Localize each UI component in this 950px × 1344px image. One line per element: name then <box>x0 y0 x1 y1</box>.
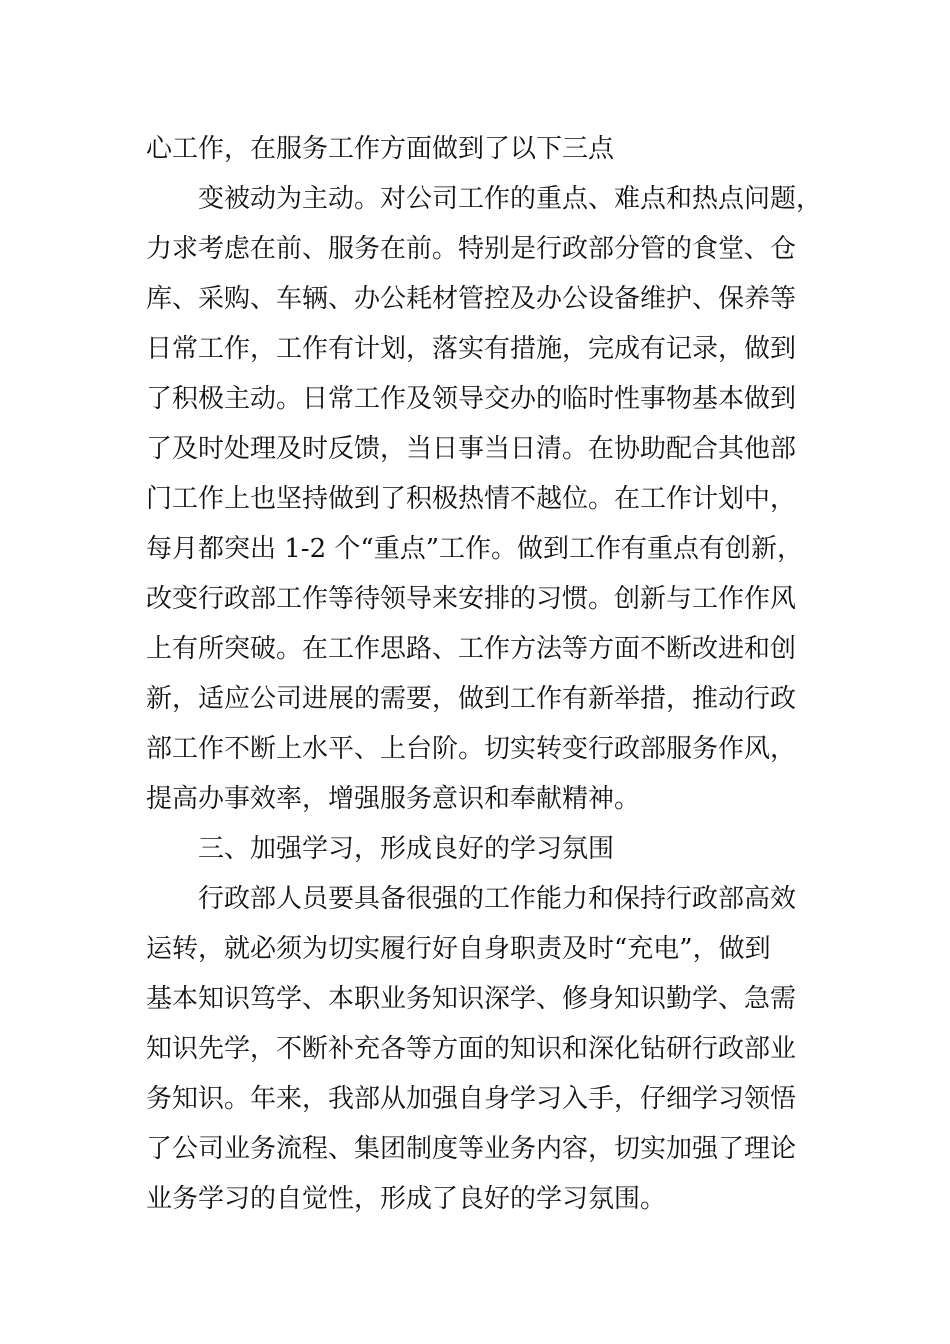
text-line: 新，适应公司进展的需要，做到工作有新举措，推动行政 <box>146 684 797 714</box>
paragraph-first-line: 行政部人员要具备很强的工作能力和保持行政部高效 <box>198 884 797 914</box>
text-line: 上有所突破。在工作思路、工作方法等方面不断改进和创 <box>146 634 797 664</box>
text-line: 了积极主动。日常工作及领导交办的临时性事物基本做到 <box>146 384 797 414</box>
text-line: 提高办事效率，增强服务意识和奉献精神。 <box>146 784 641 814</box>
text-line: 了公司业务流程、集团制度等业务内容，切实加强了理论 <box>146 1134 797 1164</box>
text-line: 心工作，在服务工作方面做到了以下三点 <box>146 134 615 164</box>
text-line: 门工作上也坚持做到了积极热情不越位。在工作计划中， <box>146 484 797 514</box>
text-line: 业务学习的自觉性，形成了良好的学习氛围。 <box>146 1184 667 1214</box>
text-line: 了及时处理及时反馈，当日事当日清。在协助配合其他部 <box>146 434 797 464</box>
text-line: 库、采购、车辆、办公耗材管控及办公设备维护、保养等 <box>146 284 797 314</box>
paragraph-first-line: 变被动为主动。对公司工作的重点、难点和热点问题， <box>198 184 823 214</box>
text-line: 基本知识笃学、本职业务知识深学、修身知识勤学、急需 <box>146 984 797 1014</box>
text-line: 务知识。年来，我部从加强自身学习入手，仔细学习领悟 <box>146 1084 797 1114</box>
text-line: 日常工作，工作有计划，落实有措施，完成有记录，做到 <box>146 334 797 364</box>
text-line: 部工作不断上水平、上台阶。切实转变行政部服务作风， <box>146 734 797 764</box>
text-line: 运转，就必须为切实履行好自身职责及时“充电”，做到 <box>146 934 771 964</box>
text-line: 知识先学，不断补充各等方面的知识和深化钻研行政部业 <box>146 1034 797 1064</box>
text-line: 每月都突出 1-2 个“重点”工作。做到工作有重点有创新， <box>146 534 803 564</box>
section-heading: 三、加强学习，形成良好的学习氛围 <box>198 834 615 864</box>
text-line: 改变行政部工作等待领导来安排的习惯。创新与工作作风 <box>146 584 797 614</box>
text-line: 力求考虑在前、服务在前。特别是行政部分管的食堂、仓 <box>146 234 797 264</box>
